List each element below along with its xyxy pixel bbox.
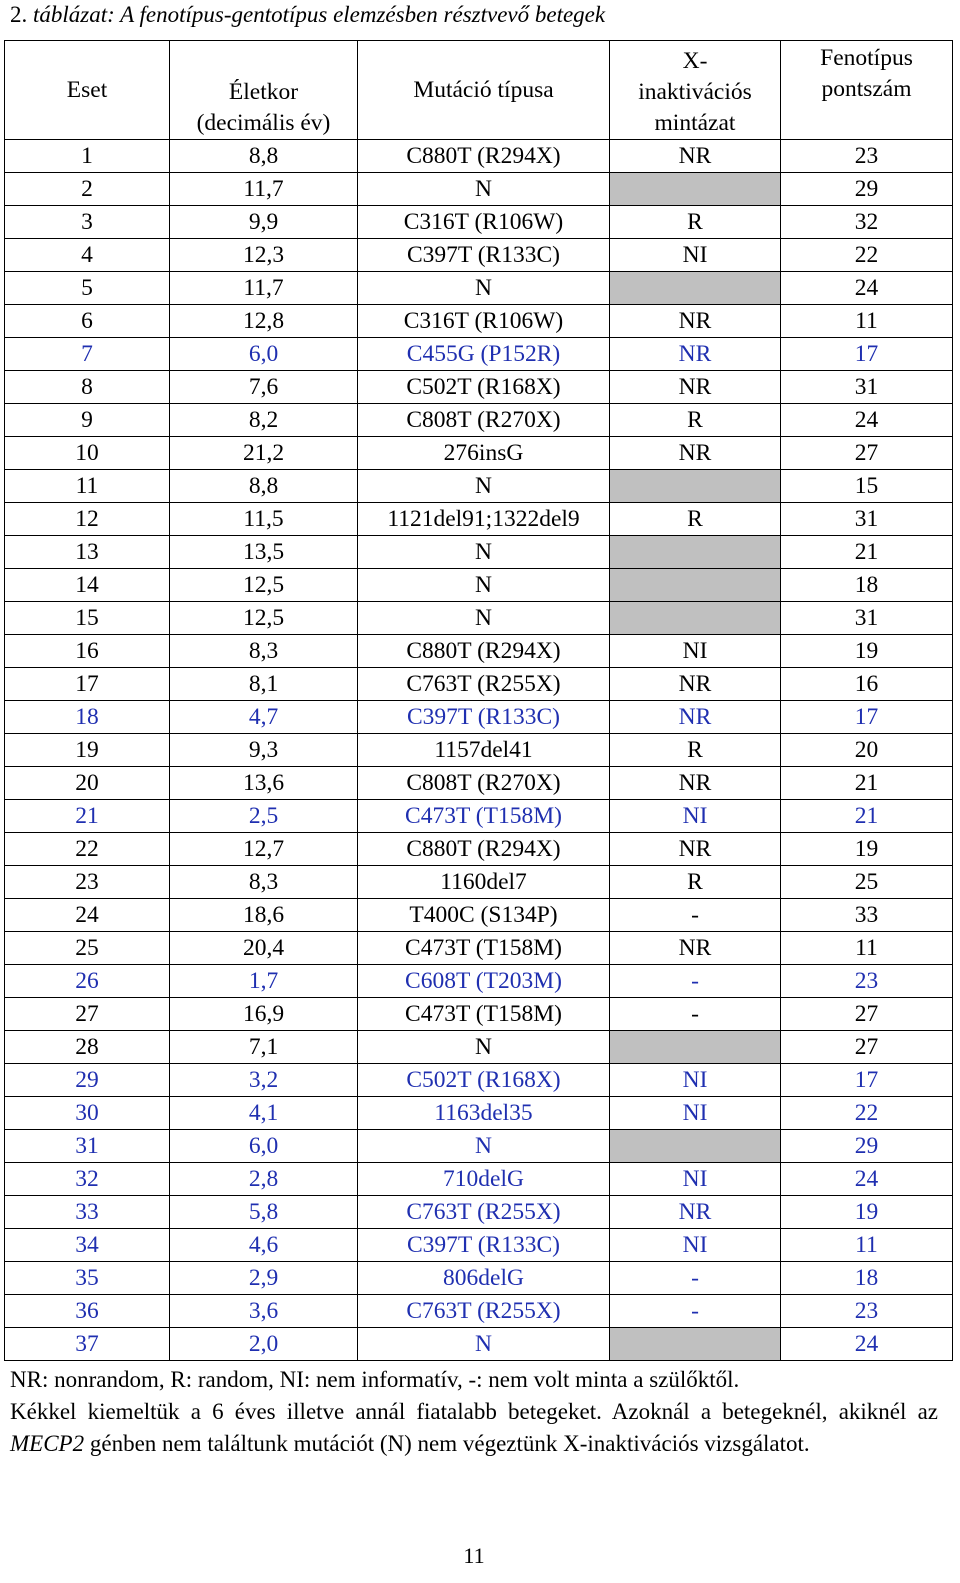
cell-phenotype-score: 16 — [781, 668, 953, 701]
table-row — [5, 140, 953, 173]
cell-mutation: N — [358, 173, 610, 206]
cell-mutation: C455G (P152R) — [358, 338, 610, 371]
cell-x-inactivation: NI — [610, 239, 781, 272]
cell-age: 2,8 — [170, 1163, 358, 1196]
table-row — [5, 1031, 953, 1064]
cell-mutation: 1121del91;1322del9 — [358, 503, 610, 536]
table-row — [5, 371, 953, 404]
cell-phenotype-score: 33 — [781, 899, 953, 932]
cell-age: 8,1 — [170, 668, 358, 701]
cell-age: 7,6 — [170, 371, 358, 404]
table-row — [5, 536, 953, 569]
cell-case: 35 — [5, 1262, 170, 1295]
cell-phenotype-score: 31 — [781, 503, 953, 536]
table-row — [5, 1229, 953, 1262]
cell-case: 10 — [5, 437, 170, 470]
cell-phenotype-score: 24 — [781, 1163, 953, 1196]
cell-x-inactivation: - — [610, 965, 781, 998]
cell-x-inactivation: NR — [610, 932, 781, 965]
cell-age: 16,9 — [170, 998, 358, 1031]
cell-case: 33 — [5, 1196, 170, 1229]
cell-case: 34 — [5, 1229, 170, 1262]
cell-x-inactivation: - — [610, 1295, 781, 1328]
cell-age: 7,1 — [170, 1031, 358, 1064]
cell-age: 2,5 — [170, 800, 358, 833]
cell-x-inactivation — [610, 602, 781, 635]
table-row — [5, 1163, 953, 1196]
cell-case: 2 — [5, 173, 170, 206]
table-row — [5, 404, 953, 437]
cell-age: 12,8 — [170, 305, 358, 338]
cell-x-inactivation: R — [610, 866, 781, 899]
cell-age: 21,2 — [170, 437, 358, 470]
cell-case: 17 — [5, 668, 170, 701]
cell-case: 11 — [5, 470, 170, 503]
cell-case: 20 — [5, 767, 170, 800]
cell-age: 12,3 — [170, 239, 358, 272]
cell-case: 37 — [5, 1328, 170, 1361]
table-row — [5, 338, 953, 371]
cell-age: 11,5 — [170, 503, 358, 536]
cell-mutation: 710delG — [358, 1163, 610, 1196]
cell-case: 21 — [5, 800, 170, 833]
cell-age: 13,5 — [170, 536, 358, 569]
table-row — [5, 437, 953, 470]
cell-x-inactivation: R — [610, 734, 781, 767]
cell-x-inactivation — [610, 569, 781, 602]
cell-age: 3,2 — [170, 1064, 358, 1097]
cell-case: 13 — [5, 536, 170, 569]
cell-case: 31 — [5, 1130, 170, 1163]
table-row — [5, 899, 953, 932]
cell-age: 12,5 — [170, 602, 358, 635]
table-notes — [10, 1364, 938, 1460]
cell-phenotype-score: 29 — [781, 173, 953, 206]
header-x-inactivation: X- inaktivációs mintázat — [610, 41, 781, 140]
cell-mutation: N — [358, 536, 610, 569]
cell-case: 25 — [5, 932, 170, 965]
cell-phenotype-score: 11 — [781, 1229, 953, 1262]
cell-x-inactivation: NR — [610, 767, 781, 800]
cell-phenotype-score: 19 — [781, 635, 953, 668]
cell-age: 8,3 — [170, 635, 358, 668]
cell-case: 23 — [5, 866, 170, 899]
cell-mutation: C397T (R133C) — [358, 239, 610, 272]
cell-phenotype-score: 19 — [781, 1196, 953, 1229]
cell-case: 26 — [5, 965, 170, 998]
table-row — [5, 932, 953, 965]
cell-phenotype-score: 17 — [781, 338, 953, 371]
cell-case: 4 — [5, 239, 170, 272]
table-row — [5, 470, 953, 503]
table-row — [5, 701, 953, 734]
cell-x-inactivation — [610, 536, 781, 569]
cell-x-inactivation: R — [610, 404, 781, 437]
cell-phenotype-score: 17 — [781, 1064, 953, 1097]
cell-phenotype-score: 17 — [781, 701, 953, 734]
cell-mutation: C763T (R255X) — [358, 1196, 610, 1229]
cell-mutation: C808T (R270X) — [358, 404, 610, 437]
cell-x-inactivation — [610, 272, 781, 305]
cell-case: 14 — [5, 569, 170, 602]
cell-phenotype-score: 27 — [781, 437, 953, 470]
table-body — [5, 140, 953, 1361]
table-row — [5, 272, 953, 305]
cell-age: 3,6 — [170, 1295, 358, 1328]
cell-case: 8 — [5, 371, 170, 404]
cell-mutation: C316T (R106W) — [358, 206, 610, 239]
cell-mutation: 1163del35 — [358, 1097, 610, 1130]
cell-age: 2,9 — [170, 1262, 358, 1295]
cell-age: 8,8 — [170, 470, 358, 503]
header-age: Életkor (decimális év) — [170, 41, 358, 140]
cell-mutation: T400C (S134P) — [358, 899, 610, 932]
table-row — [5, 668, 953, 701]
cell-phenotype-score: 31 — [781, 371, 953, 404]
cell-mutation: N — [358, 1031, 610, 1064]
cell-phenotype-score: 23 — [781, 1295, 953, 1328]
cell-case: 18 — [5, 701, 170, 734]
cell-phenotype-score: 24 — [781, 404, 953, 437]
table-row — [5, 206, 953, 239]
cell-x-inactivation: NI — [610, 1229, 781, 1262]
cell-phenotype-score: 25 — [781, 866, 953, 899]
cell-age: 8,8 — [170, 140, 358, 173]
header-phenotype-score: Fenotípus pontszám — [781, 41, 953, 140]
cell-case: 9 — [5, 404, 170, 437]
cell-age: 9,9 — [170, 206, 358, 239]
cell-phenotype-score: 18 — [781, 569, 953, 602]
cell-phenotype-score: 24 — [781, 272, 953, 305]
cell-x-inactivation — [610, 1328, 781, 1361]
cell-mutation: C397T (R133C) — [358, 1229, 610, 1262]
cell-case: 28 — [5, 1031, 170, 1064]
cell-mutation: N — [358, 569, 610, 602]
cell-phenotype-score: 15 — [781, 470, 953, 503]
cell-x-inactivation — [610, 173, 781, 206]
cell-x-inactivation: NR — [610, 1196, 781, 1229]
cell-age: 18,6 — [170, 899, 358, 932]
cell-mutation: C880T (R294X) — [358, 833, 610, 866]
cell-x-inactivation: NR — [610, 371, 781, 404]
cell-mutation: 1157del41 — [358, 734, 610, 767]
cell-x-inactivation: NR — [610, 305, 781, 338]
cell-phenotype-score: 23 — [781, 140, 953, 173]
cell-mutation: C808T (R270X) — [358, 767, 610, 800]
table-row — [5, 1295, 953, 1328]
cell-age: 9,3 — [170, 734, 358, 767]
cell-mutation: C763T (R255X) — [358, 1295, 610, 1328]
cell-age: 6,0 — [170, 338, 358, 371]
cell-mutation: N — [358, 602, 610, 635]
table-caption — [10, 0, 605, 32]
cell-mutation: C397T (R133C) — [358, 701, 610, 734]
cell-case: 32 — [5, 1163, 170, 1196]
cell-phenotype-score: 18 — [781, 1262, 953, 1295]
table-row — [5, 1097, 953, 1130]
cell-age: 8,3 — [170, 866, 358, 899]
cell-x-inactivation: R — [610, 206, 781, 239]
gene-name: MECP2 — [10, 1431, 85, 1456]
cell-phenotype-score: 11 — [781, 305, 953, 338]
table-row — [5, 305, 953, 338]
caption-number: 2. — [10, 2, 28, 27]
page-number: 11 — [463, 1543, 485, 1568]
caption-text: táblázat: A fenotípus-gentotípus elemzésben résztvevő betegek — [33, 2, 606, 27]
cell-age: 4,6 — [170, 1229, 358, 1262]
cell-case: 27 — [5, 998, 170, 1031]
cell-case: 19 — [5, 734, 170, 767]
notes-explanation: Kékkel kiemeltük a 6 éves illetve annál fiatalabb betegeket. Azoknál a betegeknél, akiknél az MECP2 génben nem találtunk mutációt (N) nem végeztünk X-inaktivációs vizsgálatot. — [10, 1399, 938, 1456]
table-row — [5, 635, 953, 668]
cell-x-inactivation — [610, 470, 781, 503]
cell-case: 24 — [5, 899, 170, 932]
cell-phenotype-score: 19 — [781, 833, 953, 866]
cell-x-inactivation: NI — [610, 1064, 781, 1097]
cell-case: 1 — [5, 140, 170, 173]
table-row — [5, 1130, 953, 1163]
cell-phenotype-score: 29 — [781, 1130, 953, 1163]
cell-x-inactivation: NR — [610, 833, 781, 866]
table-row — [5, 1064, 953, 1097]
cell-x-inactivation: NI — [610, 1163, 781, 1196]
cell-mutation: C608T (T203M) — [358, 965, 610, 998]
cell-phenotype-score: 11 — [781, 932, 953, 965]
cell-x-inactivation — [610, 1130, 781, 1163]
cell-phenotype-score: 27 — [781, 1031, 953, 1064]
cell-phenotype-score: 31 — [781, 602, 953, 635]
table-row — [5, 767, 953, 800]
cell-phenotype-score: 24 — [781, 1328, 953, 1361]
table-row — [5, 569, 953, 602]
table-row — [5, 1262, 953, 1295]
cell-age: 13,6 — [170, 767, 358, 800]
table-row — [5, 602, 953, 635]
cell-phenotype-score: 21 — [781, 800, 953, 833]
cell-age: 4,1 — [170, 1097, 358, 1130]
cell-case: 29 — [5, 1064, 170, 1097]
cell-mutation: C880T (R294X) — [358, 140, 610, 173]
cell-phenotype-score: 21 — [781, 767, 953, 800]
cell-mutation: N — [358, 1130, 610, 1163]
table-header-row — [5, 41, 953, 140]
cell-case: 5 — [5, 272, 170, 305]
cell-phenotype-score: 22 — [781, 239, 953, 272]
cell-mutation: C473T (T158M) — [358, 998, 610, 1031]
cell-mutation: N — [358, 272, 610, 305]
cell-x-inactivation: - — [610, 899, 781, 932]
cell-age: 12,5 — [170, 569, 358, 602]
table-row — [5, 833, 953, 866]
cell-case: 15 — [5, 602, 170, 635]
cell-mutation: C316T (R106W) — [358, 305, 610, 338]
cell-mutation: C502T (R168X) — [358, 1064, 610, 1097]
cell-x-inactivation: NR — [610, 668, 781, 701]
header-mutation: Mutáció típusa — [358, 41, 610, 140]
cell-age: 11,7 — [170, 272, 358, 305]
cell-phenotype-score: 32 — [781, 206, 953, 239]
cell-phenotype-score: 27 — [781, 998, 953, 1031]
table-row — [5, 998, 953, 1031]
cell-case: 22 — [5, 833, 170, 866]
patients-table — [4, 40, 953, 1361]
cell-x-inactivation: NI — [610, 1097, 781, 1130]
table-row — [5, 173, 953, 206]
cell-age: 4,7 — [170, 701, 358, 734]
cell-case: 36 — [5, 1295, 170, 1328]
cell-mutation: 1160del7 — [358, 866, 610, 899]
cell-x-inactivation: NI — [610, 800, 781, 833]
cell-x-inactivation: NR — [610, 701, 781, 734]
cell-x-inactivation: R — [610, 503, 781, 536]
cell-age: 20,4 — [170, 932, 358, 965]
cell-mutation: C502T (R168X) — [358, 371, 610, 404]
cell-phenotype-score: 23 — [781, 965, 953, 998]
cell-x-inactivation: NR — [610, 338, 781, 371]
cell-x-inactivation — [610, 1031, 781, 1064]
cell-age: 1,7 — [170, 965, 358, 998]
cell-x-inactivation: - — [610, 998, 781, 1031]
cell-x-inactivation: NR — [610, 437, 781, 470]
notes-legend: NR: nonrandom, R: random, NI: nem informatív, -: nem volt minta a szülőktől. — [10, 1367, 740, 1392]
cell-mutation: C473T (T158M) — [358, 800, 610, 833]
cell-case: 7 — [5, 338, 170, 371]
table-row — [5, 866, 953, 899]
cell-phenotype-score: 22 — [781, 1097, 953, 1130]
cell-mutation: N — [358, 470, 610, 503]
cell-mutation: C763T (R255X) — [358, 668, 610, 701]
cell-x-inactivation: NI — [610, 635, 781, 668]
table-row — [5, 800, 953, 833]
cell-case: 30 — [5, 1097, 170, 1130]
cell-age: 12,7 — [170, 833, 358, 866]
cell-age: 6,0 — [170, 1130, 358, 1163]
cell-mutation: N — [358, 1328, 610, 1361]
table-row — [5, 239, 953, 272]
cell-age: 11,7 — [170, 173, 358, 206]
table-row — [5, 1328, 953, 1361]
cell-mutation: 806delG — [358, 1262, 610, 1295]
cell-x-inactivation: - — [610, 1262, 781, 1295]
cell-mutation: 276insG — [358, 437, 610, 470]
cell-phenotype-score: 21 — [781, 536, 953, 569]
cell-age: 5,8 — [170, 1196, 358, 1229]
cell-case: 6 — [5, 305, 170, 338]
cell-mutation: C880T (R294X) — [358, 635, 610, 668]
cell-case: 16 — [5, 635, 170, 668]
cell-age: 2,0 — [170, 1328, 358, 1361]
table-row — [5, 965, 953, 998]
table-row — [5, 734, 953, 767]
cell-mutation: C473T (T158M) — [358, 932, 610, 965]
cell-case: 12 — [5, 503, 170, 536]
cell-age: 8,2 — [170, 404, 358, 437]
cell-case: 3 — [5, 206, 170, 239]
header-case: Eset — [5, 41, 170, 140]
table-row — [5, 1196, 953, 1229]
table-row — [5, 503, 953, 536]
cell-x-inactivation: NR — [610, 140, 781, 173]
cell-phenotype-score: 20 — [781, 734, 953, 767]
